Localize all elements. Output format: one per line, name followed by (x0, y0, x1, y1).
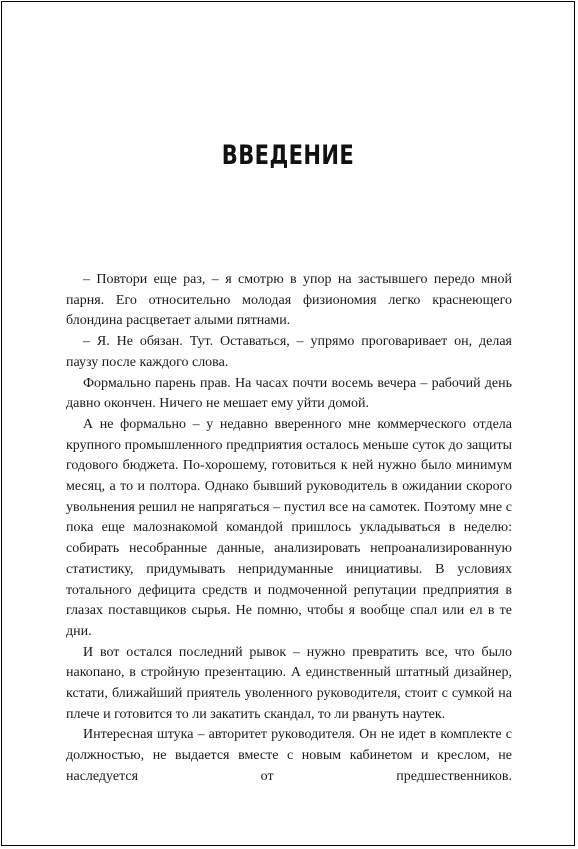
paragraph-4: А не формально – у недавно вверенного мне коммерческого отдела крупного промышленного предприятия осталось меньше суток до защиты годового бюджета. По-хорошему, готовиться к ней нужно было минимум месяц, а то и полтора. Однако бывший руководитель в ожидании скорого увольнения решил не напрягаться – пустил все на самотек. Поэтому мне с пока еще малознакомой командой пришлось укладываться в неделю: собирать несобранные данные, анализировать непроанализированную статистику, придумывать непридуманные инициативы. В условиях тотального дефицита средств и подмоченной репутации предприятия в глазах поставщиков сырья. Не помню, чтобы я вообще спал или ел в те дни. (66, 416, 512, 639)
chapter-body (66, 270, 512, 788)
paragraph-2: – Я. Не обязан. Тут. Оставаться, – упрямо проговаривает он, делая паузу после каждого слова. (66, 334, 512, 370)
paragraph-5: И вот остался последний рывок – нужно превратить все, что было накопано, в стройную презентацию. А единственный штатный дизайнер, кстати, ближайший приятель уволенного руководителя, стоит с сумкой на плече и готовится то ли закатить скандал, то ли рвануть наутек. (66, 644, 512, 722)
paragraph-6: Интересная штука – авторитет руководителя. Он не идет в комплекте с должностью, не выдается вместе с новым кабинетом и креслом, не наследуется от предшественников. (66, 727, 512, 784)
paragraph-1: – Повтори еще раз, – я смотрю в упор на застывшего передо мной парня. Его относительно молодая физиономия легко краснеющего блондина расцветает алыми пятнами. (66, 272, 512, 329)
book-page (1, 1, 575, 846)
chapter-title: ВВЕДЕНИЕ (221, 140, 355, 171)
paragraph-3: Формально парень прав. На часах почти восемь вечера – рабочий день давно окончен. Ничего не мешает ему уйти домой. (66, 375, 512, 412)
